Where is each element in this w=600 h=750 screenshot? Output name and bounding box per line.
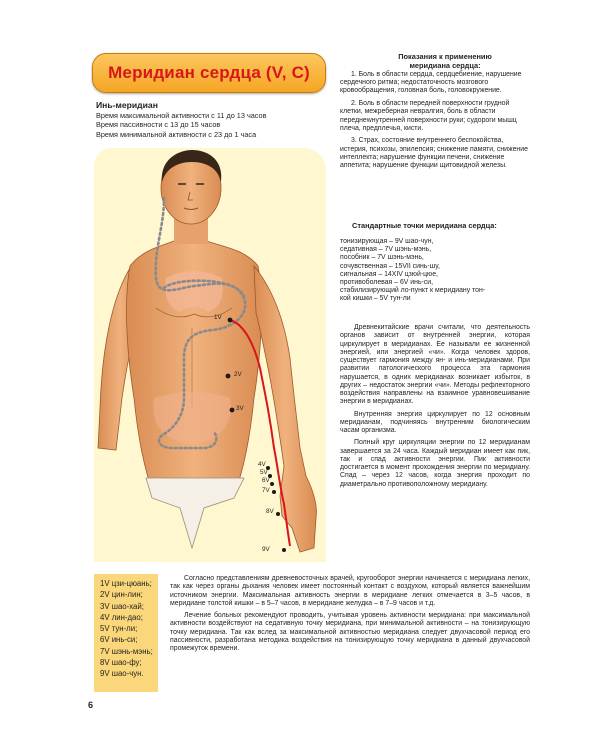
yin-heading: Инь-меридиан <box>96 100 158 110</box>
title-banner <box>92 53 326 93</box>
standard-points-title: Стандартные точки меридиана сердца: <box>352 221 497 230</box>
description-paragraph: Внутренняя энергия циркулирует по 12 основным меридианам, подчиняясь внутренним биологическим часам организма. <box>340 410 530 434</box>
legend-item: 3V шао-хай; <box>100 601 144 611</box>
point-label: 7V <box>262 487 270 494</box>
bottom-paragraph: Согласно представлениям древневосточных врачей, кругооборот энергии начинается с меридиана легких, так как через органы дыхания человек имеет постоянный контакт с воздухом, который является важнейшим источником энергии. Максимальная активность энергии в меридиане легких отмечается в 3–5 часов, в меридиане толстой кишки – в 5–7 часов, в меридиане желудка – в 7–9 часов и т.д. <box>170 575 530 607</box>
standard-points-list <box>340 238 530 304</box>
standard-point: тонизирующая – 9V шао-чун, <box>340 238 434 245</box>
body-illustration <box>94 148 326 562</box>
yin-line: Время максимальной активности с 11 до 13 часов <box>96 111 267 121</box>
standard-point: противоболевая – 6V инь-си, <box>340 279 434 287</box>
point-label: 1V <box>214 314 222 321</box>
point-label: 8V <box>266 508 274 515</box>
legend-item: 9V шао-чун. <box>100 669 144 679</box>
yin-line: Время пассивности с 13 до 15 часов <box>96 120 221 130</box>
point-label: 3V <box>236 405 244 412</box>
standard-point: стабилизирующий ло-пункт к меридиану тон- <box>340 287 486 295</box>
indications-title <box>360 52 530 70</box>
legend-item: 6V инь-си; <box>100 635 138 645</box>
points-legend <box>94 574 158 692</box>
indication-item: 2. Боль в области передней поверхности грудной клетки, межреберная невралгия, боль в области переднewнутренней поверхности руки; судороги мышц плеча, предплечья, кисти. <box>340 100 517 132</box>
legend-item: 1V цзи-цюань; <box>100 579 152 588</box>
standard-point: кой кишки – 5V тун-ли <box>340 295 411 303</box>
bottom-text <box>170 575 530 658</box>
legend-item: 4V лин-дао; <box>100 612 143 622</box>
indications-list <box>340 71 530 175</box>
bottom-paragraph: Лечение больных рекомендуют проводить, учитывая уровень активности меридиана: при максимальной активности воздействуют на седативную точку меридиана, при минимальной активности – на тонизирующую точку меридиана. Так как вслед за максимальной активностью меридиана следует двухчасовой период его пассивности, разработана методика воздействия на тонизирующую точку меридиана в данный двухчасовой промежуток времени. <box>170 612 530 653</box>
point-label: 9V <box>262 546 270 553</box>
description-paragraph: Древнекитайские врачи считали, что деятельность органов зависит от внутренней энергии, которая циркулирует в меридианах. Ее называли ее жизненной энергией, или энергией «чи». Когда человек здоров, существует гармония между ян- и инь-меридианами. При развитии патологического процесса эта гармония нарушается, в одних меридианах возникает избыток, в других – недостаток энергии «чи». Методы рефлекторного воздействия направлены на взаимное уравновешивание энергии в меридианах. <box>340 324 530 406</box>
standard-point: сочувственная – 15VII синь-шу, <box>340 262 440 270</box>
legend-item: 8V шао-фу; <box>100 658 142 668</box>
point-label: 4V <box>258 461 266 468</box>
indications-title-line: Показания к применению <box>398 52 492 61</box>
legend-item: 7V шэнь-мэнь; <box>100 646 153 656</box>
description-text <box>340 324 530 493</box>
indication-item: 1. Боль в области сердца, сердцебиение, нарушение сердечного ритма; недостаточность мозгового кровообращения, головная боль, головокружение. <box>340 71 522 95</box>
body-figure-panel <box>94 148 326 562</box>
point-label: 2V <box>234 371 242 378</box>
standard-point: седативная – 7V шэнь-мэнь, <box>340 246 432 254</box>
yin-info <box>96 101 336 139</box>
point-label: 5V <box>260 469 268 476</box>
description-paragraph: Полный круг циркуляции энергии по 12 меридианам завершается за 24 часа. Каждый меридиан имеет как пик, так и спад активности энергии. Пик активности достигается в момент прохождения энергии по меридиану. Спад – через 12 часов, когда энергия проходит по диаметрально противоположному меридиану. <box>340 439 530 488</box>
indication-item: 3. Страх, состояние внутреннего беспокойства, истерия, психозы, эпилепсия; снижение памяти, снижение интеллекта; нарушение функции печени, снижение аппетита; нарушение функции щитовидной железы. <box>340 137 528 170</box>
standard-point: сигнальная – 14XIV цзюй-цюе, <box>340 270 438 278</box>
point-label: 6V <box>262 477 270 484</box>
legend-item: 2V цин-лин; <box>100 590 143 600</box>
page-number: 6 <box>88 700 94 710</box>
yin-line: Время минимальной активности с 23 до 1 часа <box>96 129 257 139</box>
legend-item: 5V тун-ли; <box>100 624 138 634</box>
indications-title-line: меридиана сердца: <box>409 61 481 70</box>
standard-point: пособник – 7V шэнь-мэнь, <box>340 254 424 262</box>
page-title: Меридиан сердца (V, C) <box>108 63 310 82</box>
